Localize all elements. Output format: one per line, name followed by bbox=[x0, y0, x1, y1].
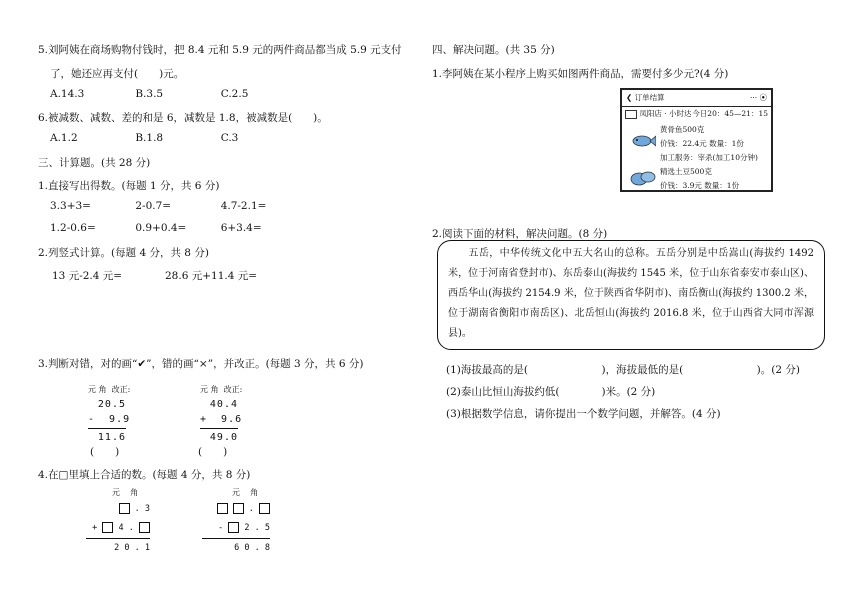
q6-text: 6.被减数、减数、差的和是 6，减数是 1.8，被减数是( )。 bbox=[38, 112, 328, 124]
q4-a-box[interactable] bbox=[139, 522, 150, 533]
p2-title: 2.阅读下面的材料，解决问题。(8 分) bbox=[432, 228, 608, 240]
sub-question-3: (3)根据数学信息，请你提出一个数学问题，并解答。(4 分) bbox=[446, 408, 721, 420]
item1-price: 价钱：22.4元 数量：1份 bbox=[660, 139, 744, 148]
q5-options bbox=[50, 88, 303, 100]
store-name: 凤阳店 · 小时达 bbox=[639, 109, 692, 118]
fish-icon bbox=[630, 134, 656, 148]
potato-icon bbox=[630, 170, 656, 186]
q4-b-operator: - bbox=[218, 523, 224, 533]
q4-header: 元 角 bbox=[232, 488, 259, 497]
q3-header: 元 角 改正: bbox=[200, 385, 243, 394]
q4-a-mid: 4 . bbox=[118, 523, 134, 533]
q3-vertical-b bbox=[200, 382, 243, 445]
q4-b-mid: 2 . 5 bbox=[244, 523, 270, 533]
q6-option-c[interactable]: C.3 bbox=[220, 132, 239, 144]
q3-a-sub: - 9.9 bbox=[88, 414, 131, 425]
q6-options bbox=[50, 132, 303, 144]
q4-b-result: 6 0 . 8 bbox=[234, 543, 270, 553]
section-3-heading: 三、计算题。(共 28 分) bbox=[38, 157, 151, 169]
q5-option-c[interactable]: C.2.5 bbox=[220, 88, 249, 100]
menu-more-icon: ··· ⦿ bbox=[749, 93, 767, 102]
q4-a-result: 2 0 . 1 bbox=[114, 543, 150, 553]
reading-text: 五岳，中华传统文化中五大名山的总称。五岳分别是中岳嵩山(海拔约 1492 米，位于河南省登封市)、东岳泰山(海拔约 1545 米，位于山东省泰安市泰山区)、西岳华山(海拔约 2154.9 米，位于陕西省华阴市)、南岳衡山(海拔约 1300.2 米，位于湖南省衡阳市南岳区)、北岳恒山(海拔约 2016.8 米，位于山西省大同市浑源县)。 bbox=[448, 248, 814, 339]
q4-a-box[interactable] bbox=[119, 503, 130, 514]
q6-option-a[interactable]: A.1.2 bbox=[50, 132, 78, 144]
q5-option-a[interactable]: A.14.3 bbox=[50, 88, 85, 100]
store-row bbox=[622, 107, 771, 121]
q1-item: 3.3+3= bbox=[50, 200, 91, 212]
q5-text-line1: 5.刘阿姨在商场购物付钱时，把 8.4 元和 5.9 元的两件商品都当成 5.9 元支付 bbox=[38, 44, 402, 56]
q1-row2 bbox=[50, 222, 303, 234]
q3-header: 元 角 改正: bbox=[88, 385, 131, 394]
q1-title: 1.直接写出得数。(每题 1 分，共 6 分) bbox=[38, 180, 220, 192]
q4-puzzle-b: 元 角 . - 2 . 5 6 0 . 8 bbox=[202, 486, 270, 558]
q4-a-operator: + bbox=[92, 523, 98, 533]
q4-b-box[interactable] bbox=[259, 503, 270, 514]
q4-a-box[interactable] bbox=[102, 522, 113, 533]
q4-b-box[interactable] bbox=[233, 503, 244, 514]
p1-title: 1.李阿姨在某小程序上购买如图两件商品，需要付多少元?(4 分) bbox=[432, 68, 729, 80]
q1-row1 bbox=[50, 200, 303, 212]
item2-name: 精选土豆500克 bbox=[660, 167, 712, 176]
q3-a-result: 11.6 bbox=[97, 432, 126, 443]
sub-question-1: (1)海拔最高的是( )，海拔最低的是( )。(2 分) bbox=[446, 364, 800, 376]
reading-material bbox=[437, 240, 825, 350]
order-screenshot bbox=[620, 88, 773, 192]
q3-title: 3.判断对错，对的画“✔”，错的画“×”，并改正。(每题 3 分，共 6 分) bbox=[38, 358, 364, 370]
q3-b-result: 49.0 bbox=[209, 432, 238, 443]
delivery-time: 今日20：45—21：15 bbox=[692, 109, 768, 118]
q4-header: 元 角 bbox=[112, 488, 139, 497]
q5-text-line2: 了，她还应再支付( )元。 bbox=[50, 68, 185, 80]
q4-b-box[interactable] bbox=[228, 522, 239, 533]
q2-title: 2.列竖式计算。(每题 4 分，共 8 分) bbox=[38, 247, 209, 259]
q1-item: 2-0.7= bbox=[135, 200, 172, 212]
item1-name: 黄骨鱼500克 bbox=[660, 125, 705, 134]
q3-vertical-a bbox=[88, 382, 131, 445]
q2-item-b: 28.6 元+11.4 元= bbox=[165, 270, 258, 282]
q5-option-b[interactable]: B.3.5 bbox=[135, 88, 164, 100]
q3-b-top: 40.4 bbox=[209, 399, 238, 410]
section-4-heading: 四、解决问题。(共 35 分) bbox=[432, 44, 555, 56]
q6-option-b[interactable]: B.1.8 bbox=[135, 132, 164, 144]
store-icon bbox=[625, 110, 637, 119]
q1-item: 4.7-2.1= bbox=[220, 200, 267, 212]
q1-item: 0.9+0.4= bbox=[135, 222, 187, 234]
q3-b-answer-paren[interactable]: ( ) bbox=[198, 446, 228, 458]
q3-b-add: + 9.6 bbox=[200, 414, 243, 425]
q1-item: 6+3.4= bbox=[220, 222, 262, 234]
q4-b-box[interactable] bbox=[217, 503, 228, 514]
back-chevron-icon: ❮ bbox=[626, 93, 633, 102]
q3-a-top: 20.5 bbox=[97, 399, 126, 410]
q4-a-top: . 3 bbox=[134, 504, 150, 514]
q4-title: 4.在□里填上合适的数。(每题 4 分，共 8 分) bbox=[38, 469, 251, 481]
order-title: 订单结算 bbox=[634, 93, 665, 102]
q2-item-a: 13 元-2.4 元= bbox=[52, 270, 123, 282]
sub-question-2: (2)泰山比恒山海拔约低( )米。(2 分) bbox=[446, 386, 656, 398]
item1-service: 加工服务：宰杀(加工10分钟) bbox=[660, 153, 758, 162]
item2-price: 价钱：3.9元 数量：1份 bbox=[660, 181, 740, 190]
q3-a-answer-paren[interactable]: ( ) bbox=[90, 446, 120, 458]
order-header bbox=[622, 90, 771, 107]
q1-item: 1.2-0.6= bbox=[50, 222, 96, 234]
q4-puzzle-a bbox=[86, 486, 150, 558]
